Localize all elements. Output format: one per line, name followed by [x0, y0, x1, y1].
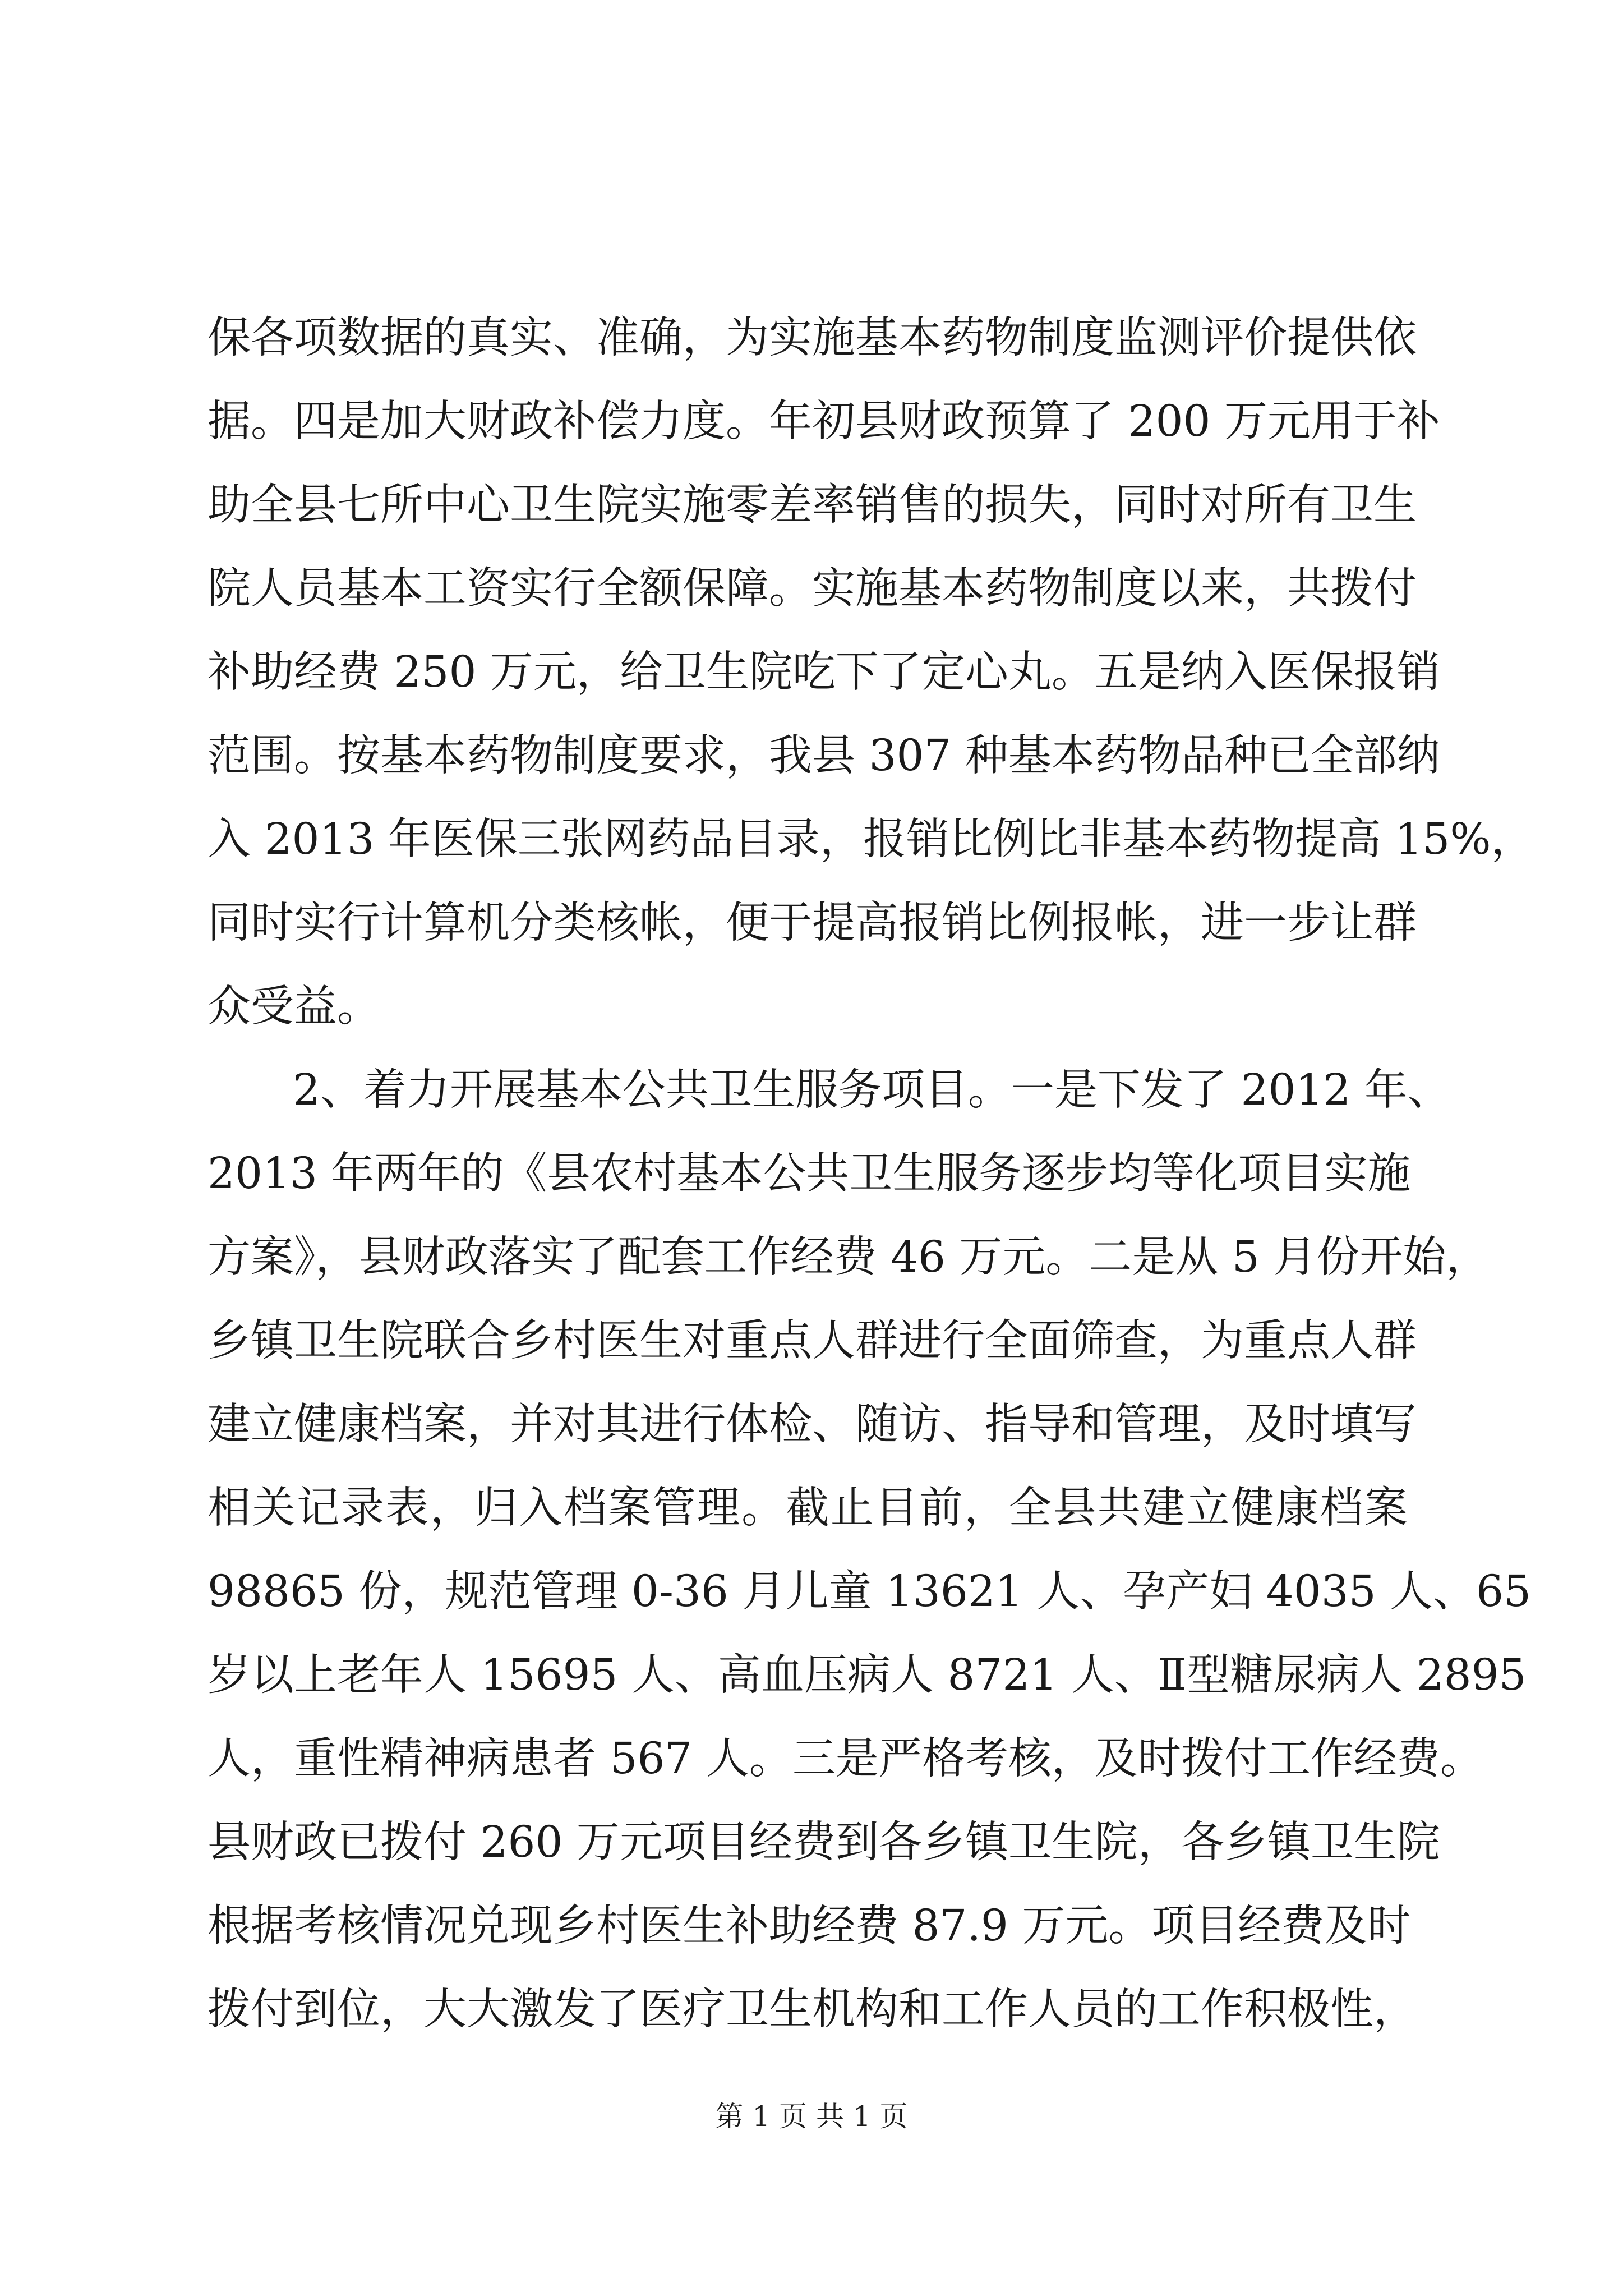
page-footer: 第 1 页 共 1 页 [715, 2100, 908, 2133]
text-line: 乡镇卫生院联合乡村医生对重点人群进行全面筛查，为重点人群 [208, 1316, 1417, 1366]
text-line: 据。四是加大财政补偿力度。年初县财政预算了 200 万元用于补 [208, 397, 1440, 447]
paragraph-start-line: 2、着力开展基本公共卫生服务项目。一是下发了 2012 年、 [293, 1065, 1451, 1115]
text-line: 岁以上老年人 15695 人、高血压病人 8721 人、Ⅱ型糖尿病人 2895 [208, 1650, 1527, 1700]
text-line: 建立健康档案，并对其进行体检、随访、指导和管理，及时填写 [208, 1400, 1417, 1450]
text-line: 方案》，县财政落实了配套工作经费 46 万元。二是从 5 月份开始， [208, 1232, 1490, 1282]
text-line: 人，重性精神病患者 567 人。三是严格考核，及时拨付工作经费。 [208, 1734, 1483, 1784]
text-line: 相关记录表，归入档案管理。截止目前，全县共建立健康档案 [208, 1483, 1408, 1533]
text-line: 补助经费 250 万元，给卫生院吃下了定心丸。五是纳入医保报销 [208, 647, 1440, 697]
text-line: 院人员基本工资实行全额保障。实施基本药物制度以来，共拨付 [208, 564, 1417, 614]
text-line: 入 2013 年医保三张网药品目录，报销比例比非基本药物提高 15%， [208, 815, 1534, 864]
text-line: 范围。按基本药物制度要求，我县 307 种基本药物品种已全部纳 [208, 731, 1440, 781]
text-line: 同时实行计算机分类核帐，便于提高报销比例报帐，进一步让群 [208, 898, 1417, 948]
text-line: 助全县七所中心卫生院实施零差率销售的损失，同时对所有卫生 [208, 480, 1417, 530]
text-line: 保各项数据的真实、准确，为实施基本药物制度监测评价提供依 [208, 313, 1417, 363]
text-line: 2013 年两年的《县农村基本公共卫生服务逐步均等化项目实施 [208, 1149, 1411, 1199]
text-line: 拨付到位，大大激发了医疗卫生机构和工作人员的工作积极性， [208, 1985, 1417, 2035]
text-line: 根据考核情况兑现乡村医生补助经费 87.9 万元。项目经费及时 [208, 1901, 1411, 1951]
text-line: 众受益。 [208, 982, 380, 1032]
text-line: 县财政已拨付 260 万元项目经费到各乡镇卫生院，各乡镇卫生院 [208, 1818, 1440, 1867]
text-line: 98865 份，规范管理 0-36 月儿童 13621 人、孕产妇 4035 人、65 [208, 1567, 1532, 1617]
